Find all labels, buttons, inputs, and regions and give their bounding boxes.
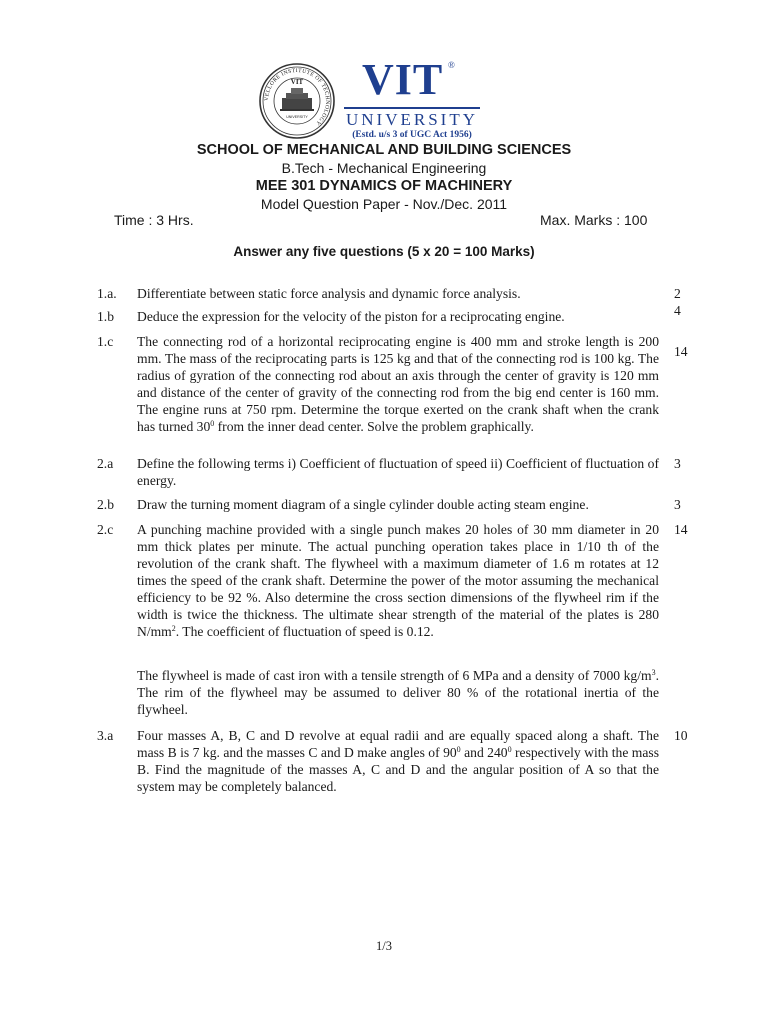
brand-university: UNIVERSITY xyxy=(346,110,478,129)
question-text: The connecting rod of a horizontal reciprocating engine is 400 mm and stroke length is 200 mm. The mass of the reciprocating parts is 125 kg and that of the connecting rod is 100 kg. The radius of gyration of the connecting rod about an axis through the center of gravity is 120 mm and distance of the center of gravity of the connecting rod from the big end center is 160 mm. The engine runs at 750 rpm. Determine the torque exerted on the crank shaft when the crank has turned $30^0$ from the inner dead center. Solve the problem graphically. xyxy=(137,334,659,434)
degree-superscript: 0 xyxy=(210,419,215,428)
question-marks: 3 xyxy=(674,456,681,471)
school-title: SCHOOL OF MECHANICAL AND BUILDING SCIENCES xyxy=(196,142,572,158)
question-text: A punching machine provided with a single punch makes 20 holes of 30 mm diameter in 20 mm thick plates per minute. The actual punching operation takes place in 1/10 th of the revolution of the crank shaft. The flywheel with a maximum diameter of 1.6 m rotates at 12 times the speed of the crank shaft. Determine the power of the motor assuming the mechanical efficiency to be 92 %. Also determine the cross section dimensions of the flywheel rim if the width is twice the thickness. The ultimate shear strength of the material of the plates is 280 $N/mm^2$. The coefficient of fluctuation of speed is 0.12. xyxy=(137,522,659,639)
question-text: Differentiate between static force analysis and dynamic force analysis. xyxy=(137,286,521,301)
question-number: 2.a xyxy=(97,456,114,471)
page-number: 1/3 xyxy=(376,939,392,953)
registered-mark: ® xyxy=(448,60,455,70)
max-marks: Max. Marks : 100 xyxy=(540,212,648,228)
exam-instruction: Answer any five questions (5 x 20 = 100 Marks) xyxy=(233,244,535,259)
question-number: 1.b xyxy=(97,309,114,324)
question-2c-note: The flywheel is made of cast iron with a tensile strength of 6 MPa and a density of 7000 $kg/m^3$. The rim of the flywheel may be assumed to deliver 80 % of the rotational inertia of the flywheel. xyxy=(137,668,659,717)
seal-center-text: VIT xyxy=(290,78,304,86)
question-number: 1.c xyxy=(97,334,114,349)
exponent-superscript: 3 xyxy=(651,668,656,677)
question-number: 2.c xyxy=(97,522,114,537)
question-marks: 14 xyxy=(674,522,688,537)
degree-superscript: 0 xyxy=(456,745,461,754)
question-text: Define the following terms i) Coefficient of fluctuation of speed ii) Coefficient of fluctuation of energy. xyxy=(137,456,659,488)
question-marks: 3 xyxy=(674,497,681,512)
university-logo xyxy=(258,55,498,142)
paper-title: Model Question Paper - Nov./Dec. 2011 xyxy=(260,196,508,212)
brand-wordmark xyxy=(344,55,494,142)
course-title: MEE 301 DYNAMICS OF MACHINERY xyxy=(255,178,513,194)
brand-divider xyxy=(344,107,480,109)
question-marks: 2 xyxy=(674,286,681,301)
question-number: 1.a. xyxy=(97,286,117,301)
seal-ring-text: VELLORE INSTITUTE OF TECHNOLOGY xyxy=(263,67,331,127)
brand-name: VIT xyxy=(362,55,444,104)
question-marks: 14 xyxy=(674,344,688,359)
question-text: Deduce the expression for the velocity of the piston for a reciprocating engine. xyxy=(137,309,565,324)
seal-sub-text: UNIVERSITY xyxy=(286,115,308,119)
question-number: 2.b xyxy=(97,497,114,512)
degree-superscript: 0 xyxy=(507,745,512,754)
question-marks: 4 xyxy=(674,303,681,318)
question-marks: 10 xyxy=(674,728,688,743)
brand-established: (Estd. u/s 3 of UGC Act 1956) xyxy=(352,130,472,140)
question-text: Draw the turning moment diagram of a single cylinder double acting steam engine. xyxy=(137,497,589,512)
question-number: 3.a xyxy=(97,728,114,743)
exam-time: Time : 3 Hrs. xyxy=(114,212,194,228)
program-title: B.Tech - Mechanical Engineering xyxy=(281,160,487,176)
question-text: Four masses A, B, C and D revolve at equal radii and are equally spaced along a shaft. The mass B is 7 kg. and the masses C and D make angles of $90^0$ and $240^0$ respectively with the mass B. Find the magnitude of the masses A, C and D and the angular position of A so that the system may be completely balanced. xyxy=(137,728,659,794)
university-seal-icon xyxy=(258,62,336,140)
exponent-superscript: 2 xyxy=(171,624,176,633)
